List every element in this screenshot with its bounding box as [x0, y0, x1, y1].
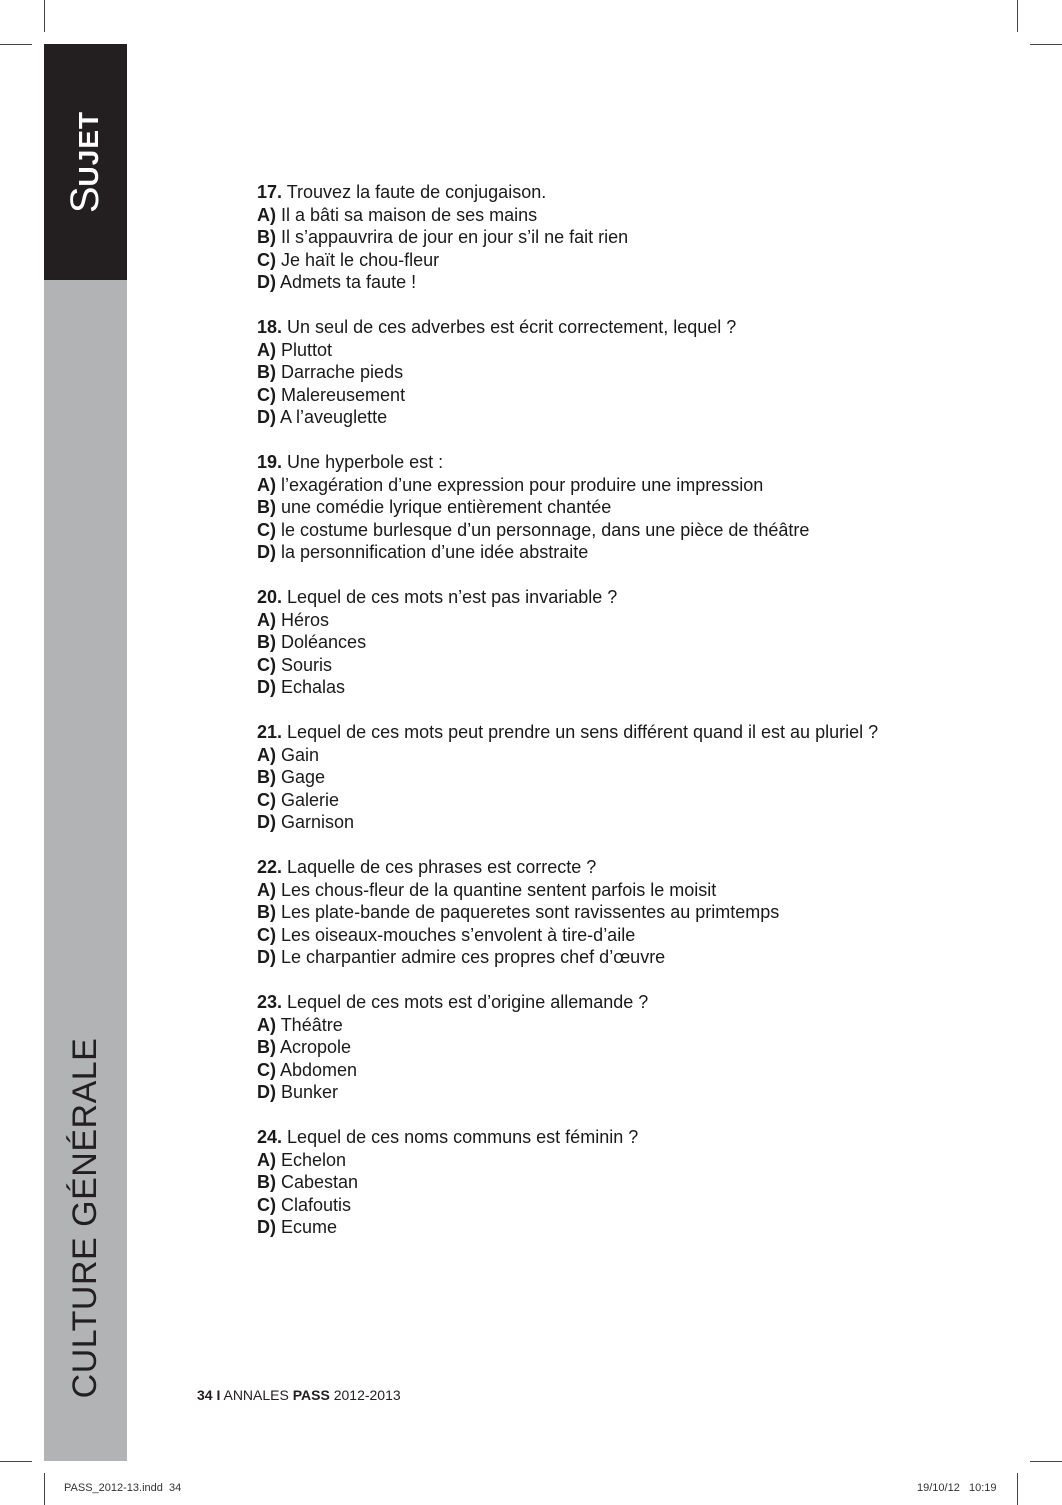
answer-option [257, 924, 957, 947]
question-prompt: Lequel de ces mots est d’origine allemande ? [287, 992, 649, 1012]
option-text: Les chous-fleur de la quantine sentent parfois le moisit [281, 879, 717, 900]
answer-option [257, 1036, 957, 1059]
question-prompt: Laquelle de ces phrases est correcte ? [287, 857, 597, 877]
option-letter: D) [257, 677, 276, 697]
option-letter: A) [257, 609, 276, 630]
question-text [257, 991, 957, 1014]
answer-option [257, 249, 957, 272]
option-letter: A) [257, 1149, 276, 1170]
option-text: Garnison [281, 812, 355, 832]
option-letter: D) [257, 947, 276, 967]
question-19 [257, 451, 957, 564]
crop-mark-top-left [44, 0, 45, 32]
answer-option [257, 789, 957, 812]
option-text: Les plate-bande de paqueretes sont ravissentes au primtemps [281, 902, 780, 922]
question-text [257, 856, 957, 879]
question-text [257, 181, 957, 204]
answer-option [257, 519, 957, 542]
option-text: Galerie [281, 789, 340, 810]
option-letter: B) [257, 632, 276, 652]
option-text: Il a bâti sa maison de ses mains [281, 204, 538, 225]
answer-option [257, 654, 957, 677]
question-22 [257, 856, 957, 969]
option-letter: B) [257, 767, 276, 787]
option-letter: C) [257, 249, 276, 270]
option-letter: A) [257, 204, 276, 225]
option-text: Doléances [281, 632, 367, 652]
option-text: Echelon [281, 1149, 347, 1170]
answer-option [257, 631, 957, 654]
option-text: Le charpantier admire ces propres chef d’œuvre [281, 947, 666, 967]
option-text: la personnification d’une idée abstraite [281, 542, 589, 562]
option-text: Pluttot [281, 339, 333, 360]
crop-mark-bottom-left [44, 1473, 45, 1505]
slug-file: PASS_2012-13.indd 34 [64, 1482, 182, 1494]
question-number: 17. [257, 182, 283, 202]
answer-option [257, 1149, 957, 1172]
question-number: 20. [257, 587, 283, 607]
question-list [257, 181, 957, 1261]
option-letter: C) [257, 519, 276, 540]
option-text: Darrache pieds [281, 362, 404, 382]
option-letter: D) [257, 407, 276, 427]
option-letter: A) [257, 879, 276, 900]
question-number: 24. [257, 1127, 283, 1147]
answer-option [257, 1216, 957, 1239]
option-text: Admets ta faute ! [280, 272, 417, 292]
answer-option [257, 474, 957, 497]
option-text: Souris [281, 654, 333, 675]
crop-mark-bottom-left-h [0, 1461, 32, 1462]
question-23 [257, 991, 957, 1104]
answer-option [257, 1014, 957, 1037]
question-18 [257, 316, 957, 429]
question-24 [257, 1126, 957, 1239]
option-letter: A) [257, 474, 276, 495]
crop-mark-top-right [1017, 0, 1018, 32]
answer-option [257, 901, 957, 924]
answer-option [257, 384, 957, 407]
question-number: 18. [257, 317, 283, 337]
answer-option [257, 1081, 957, 1104]
option-letter: D) [257, 812, 276, 832]
answer-option [257, 496, 957, 519]
option-text: Cabestan [281, 1172, 359, 1192]
footer-annales: ANNALES [223, 1387, 289, 1403]
answer-option [257, 744, 957, 767]
question-21 [257, 721, 957, 834]
sujet-label: SUJET [63, 110, 107, 214]
question-text [257, 316, 957, 339]
question-number: 23. [257, 992, 283, 1012]
option-letter: C) [257, 384, 276, 405]
crop-mark-top-right-h [1030, 44, 1062, 45]
answer-option [257, 1171, 957, 1194]
question-prompt: Un seul de ces adverbes est écrit correctement, lequel ? [287, 317, 737, 337]
answer-option [257, 541, 957, 564]
answer-option [257, 609, 957, 632]
option-letter: D) [257, 1082, 276, 1102]
question-prompt: Lequel de ces noms communs est féminin ? [287, 1127, 639, 1147]
answer-option [257, 1194, 957, 1217]
question-20 [257, 586, 957, 699]
option-text: Il s’appauvrira de jour en jour s’il ne fait rien [281, 227, 629, 247]
option-letter: B) [257, 362, 276, 382]
question-text [257, 721, 957, 744]
option-letter: C) [257, 654, 276, 675]
option-letter: D) [257, 542, 276, 562]
option-letter: B) [257, 1037, 276, 1057]
option-text: A l’aveuglette [280, 407, 388, 427]
option-letter: A) [257, 1014, 276, 1035]
option-text: Gage [281, 767, 326, 787]
option-text: Théâtre [280, 1014, 343, 1035]
footer-years: 2012-2013 [333, 1387, 401, 1403]
question-text [257, 1126, 957, 1149]
option-letter: C) [257, 1059, 276, 1080]
answer-option [257, 361, 957, 384]
question-number: 19. [257, 452, 283, 472]
answer-option [257, 339, 957, 362]
answer-option [257, 676, 957, 699]
option-letter: D) [257, 272, 276, 292]
slug-datetime: 19/10/12 10:19 [917, 1482, 997, 1494]
question-text [257, 586, 957, 609]
option-text: Clafoutis [281, 1194, 352, 1215]
crop-mark-bottom-right-h [1030, 1461, 1062, 1462]
page-footer [197, 1387, 401, 1403]
answer-option [257, 766, 957, 789]
option-text: Ecume [281, 1217, 338, 1237]
option-letter: C) [257, 789, 276, 810]
question-prompt: Trouvez la faute de conjugaison. [286, 182, 547, 202]
question-number: 22. [257, 857, 283, 877]
option-text: Malereusement [281, 384, 406, 405]
option-text: Héros [281, 609, 330, 630]
option-text: l’exagération d’une expression pour produire une impression [281, 474, 764, 495]
option-letter: A) [257, 339, 276, 360]
question-17 [257, 181, 957, 294]
footer-separator: I [216, 1387, 221, 1403]
option-text: une comédie lyrique entièrement chantée [281, 497, 612, 517]
crop-mark-bottom-right [1017, 1473, 1018, 1505]
option-letter: D) [257, 1217, 276, 1237]
section-title: CULTURE GÉNÉRALE [66, 1037, 104, 1399]
option-text: le costume burlesque d’un personnage, dans une pièce de théâtre [281, 519, 810, 540]
option-letter: C) [257, 924, 276, 945]
option-text: Bunker [281, 1082, 339, 1102]
answer-option [257, 1059, 957, 1082]
option-text: Je haït le chou-fleur [281, 249, 440, 270]
answer-option [257, 271, 957, 294]
answer-option [257, 879, 957, 902]
option-letter: A) [257, 744, 276, 765]
answer-option [257, 204, 957, 227]
option-text: Acropole [280, 1037, 352, 1057]
question-prompt: Une hyperbole est : [287, 452, 444, 472]
page-number: 34 [197, 1387, 213, 1403]
option-text: Les oiseaux-mouches s’envolent à tire-d’aile [281, 924, 636, 945]
option-letter: B) [257, 227, 276, 247]
option-text: Echalas [281, 677, 346, 697]
question-prompt: Lequel de ces mots peut prendre un sens différent quand il est au pluriel ? [287, 722, 879, 742]
answer-option [257, 406, 957, 429]
option-letter: B) [257, 497, 276, 517]
option-text: Abdomen [280, 1059, 358, 1080]
question-number: 21. [257, 722, 283, 742]
option-text: Gain [281, 744, 320, 765]
answer-option [257, 811, 957, 834]
option-letter: B) [257, 1172, 276, 1192]
footer-pass: PASS [292, 1387, 330, 1403]
option-letter: B) [257, 902, 276, 922]
crop-mark-top-left-h [0, 44, 32, 45]
option-letter: C) [257, 1194, 276, 1215]
answer-option [257, 226, 957, 249]
question-text [257, 451, 957, 474]
answer-option [257, 946, 957, 969]
question-prompt: Lequel de ces mots n’est pas invariable ? [287, 587, 618, 607]
